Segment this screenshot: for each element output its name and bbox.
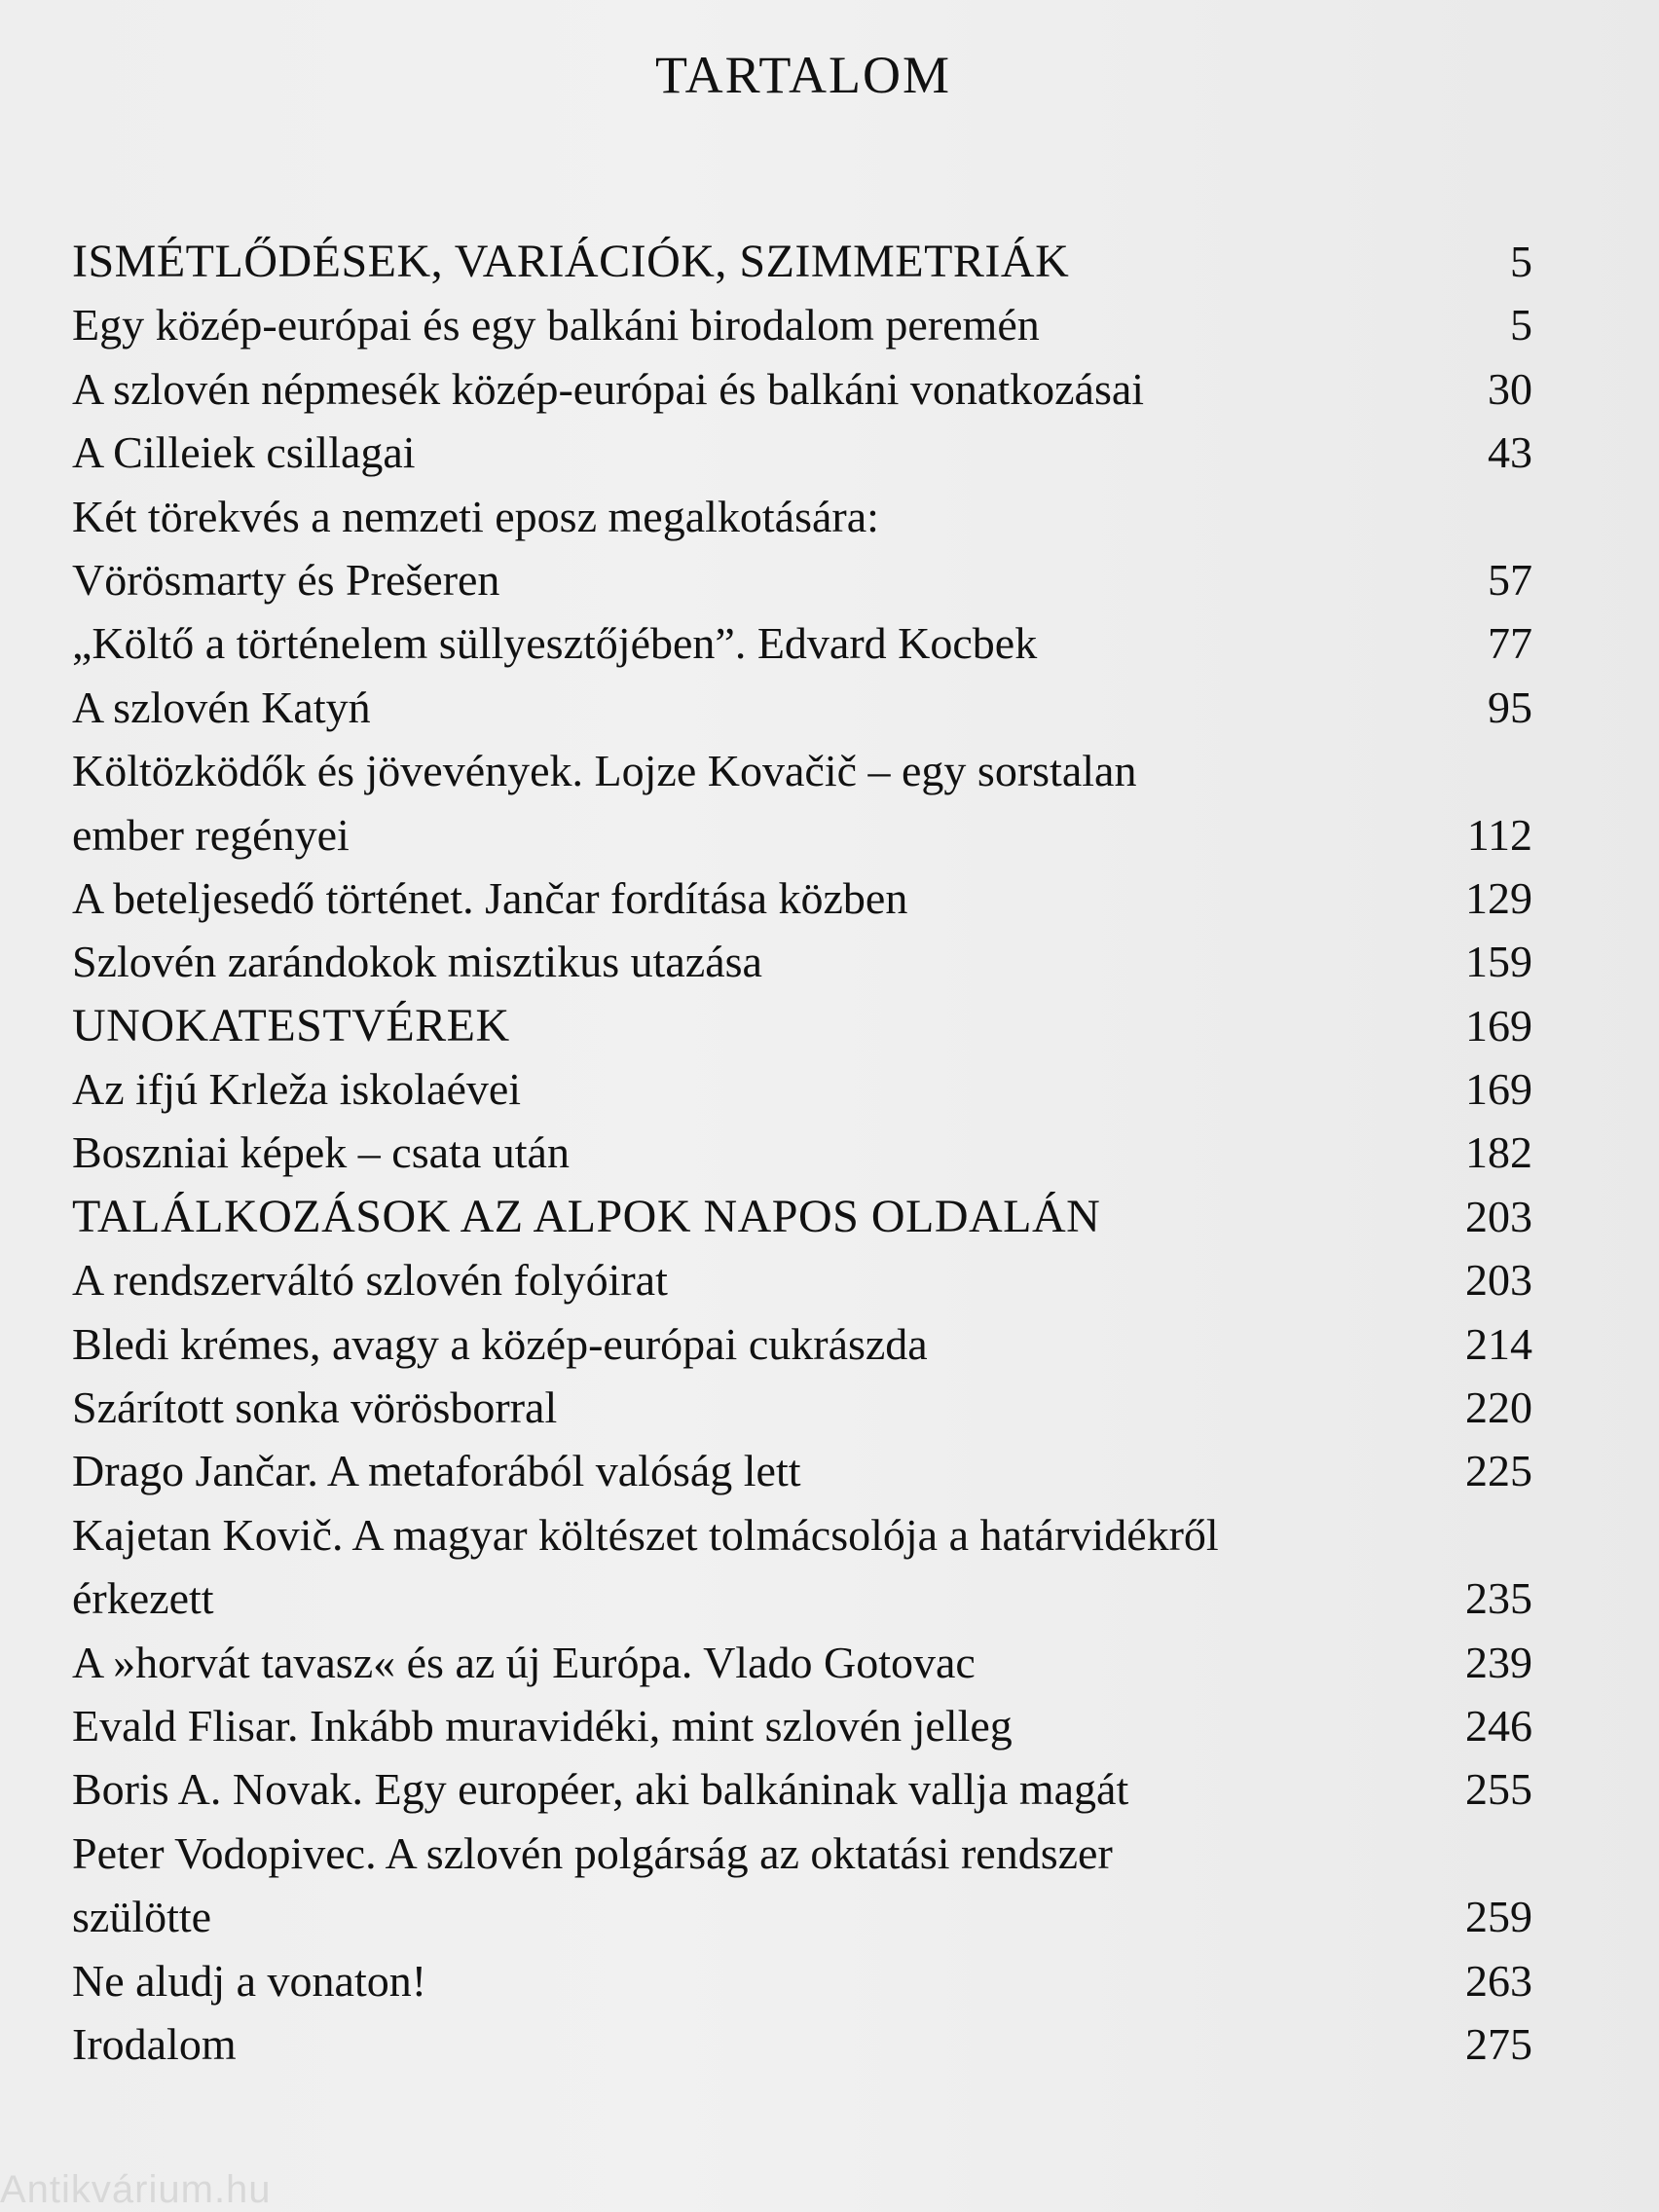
toc-page-number: 246	[1465, 1700, 1532, 1751]
toc-entry-row	[72, 1694, 1532, 1757]
toc-entry-title: Két törekvés a nemzeti eposz megalkotására:	[72, 491, 879, 541]
toc-page-number: 255	[1465, 1764, 1532, 1815]
toc-entry-row	[72, 1121, 1532, 1184]
toc-entry-title: Szlovén zarándokok misztikus utazása	[72, 937, 762, 987]
toc-entry-row	[72, 611, 1532, 675]
toc-entry-row	[72, 803, 1532, 866]
toc-entry-row	[72, 866, 1532, 930]
table-of-contents	[72, 230, 1532, 2076]
toc-page-number: 5	[1510, 237, 1532, 286]
toc-page-number: 263	[1465, 1955, 1532, 2006]
toc-section-row	[72, 230, 1532, 293]
toc-entry-title: Ne aludj a vonaton!	[72, 1955, 427, 2006]
toc-entry-title: UNOKATESTVÉREK	[72, 999, 510, 1051]
toc-page-number: 5	[1510, 300, 1532, 350]
toc-page-number: 112	[1466, 809, 1532, 860]
toc-page-number: 214	[1465, 1318, 1532, 1369]
toc-entry-title: ember regényei	[72, 809, 350, 860]
toc-entry-title: „Költő a történelem süllyesztőjében”. Edvard Kocbek	[72, 618, 1038, 669]
toc-section-row	[72, 994, 1532, 1057]
toc-entry-row	[72, 930, 1532, 993]
toc-entry-title: Szárított sonka vörösborral	[72, 1382, 558, 1433]
toc-entry-row	[72, 548, 1532, 611]
toc-entry-title: Az ifjú Krleža iskolaévei	[72, 1064, 522, 1115]
toc-entry-row	[72, 1248, 1532, 1311]
toc-entry-row	[72, 1376, 1532, 1439]
toc-entry-title: Bledi krémes, avagy a közép-európai cukrászda	[72, 1318, 928, 1369]
toc-page-number: 169	[1465, 1000, 1532, 1051]
toc-entry-title: A rendszerváltó szlovén folyóirat	[72, 1255, 668, 1306]
toc-page-number: 30	[1488, 363, 1532, 414]
toc-entry-title: A Cilleiek csillagai	[72, 427, 416, 478]
toc-entry-row	[72, 1057, 1532, 1121]
toc-entry-title: Boszniai képek – csata után	[72, 1127, 570, 1178]
toc-entry-title: A beteljesedő történet. Jančar fordítása közben	[72, 872, 908, 923]
toc-entry-title: A szlovén Katyń	[72, 682, 371, 732]
toc-entry-row	[72, 293, 1532, 356]
toc-entry-title: Boris A. Novak. Egy européer, aki balkáninak vallja magát	[72, 1764, 1129, 1815]
toc-entry-row	[72, 2012, 1532, 2076]
toc-entry-row	[72, 1439, 1532, 1502]
toc-entry-title: Költözködők és jövevények. Lojze Kovačič – egy sorstalan	[72, 746, 1137, 796]
toc-entry-title: Drago Jančar. A metaforából valóság lett	[72, 1446, 801, 1496]
toc-page-number: 169	[1465, 1064, 1532, 1115]
toc-entry-row	[72, 676, 1532, 739]
toc-entry-title: Egy közép-európai és egy balkáni birodalom peremén	[72, 300, 1040, 350]
toc-entry-title: Irodalom	[72, 2018, 237, 2069]
toc-entry-title: érkezett	[72, 1573, 214, 1624]
toc-page-number: 203	[1465, 1255, 1532, 1306]
toc-entry-title: Vörösmarty és Prešeren	[72, 554, 500, 605]
toc-page-number: 235	[1465, 1573, 1532, 1624]
toc-entry-row	[72, 739, 1532, 802]
toc-page-number: 182	[1465, 1127, 1532, 1178]
toc-page-number: 95	[1488, 682, 1532, 732]
page-title: TARTALOM	[654, 46, 952, 104]
toc-page-number: 77	[1488, 618, 1532, 669]
toc-entry-row	[72, 1757, 1532, 1821]
toc-page-number: 129	[1465, 872, 1532, 923]
toc-page-number: 57	[1488, 554, 1532, 605]
toc-entry-title: szülötte	[72, 1892, 212, 1942]
toc-page-number: 225	[1465, 1446, 1532, 1496]
toc-entry-row	[72, 357, 1532, 421]
toc-entry-title: Evald Flisar. Inkább muravidéki, mint szlovén jelleg	[72, 1700, 1013, 1751]
toc-entry-row	[72, 1885, 1532, 1948]
toc-entry-row	[72, 1312, 1532, 1376]
toc-entry-row	[72, 1503, 1532, 1567]
toc-entry-title: A szlovén népmesék közép-európai és balkáni vonatkozásai	[72, 363, 1145, 414]
toc-page-number: 220	[1465, 1382, 1532, 1433]
toc-entry-title: TALÁLKOZÁSOK AZ ALPOK NAPOS OLDALÁN	[72, 1190, 1101, 1242]
toc-entry-row	[72, 1631, 1532, 1694]
toc-entry-title: Peter Vodopivec. A szlovén polgárság az oktatási rendszer	[72, 1827, 1113, 1878]
toc-entry-row	[72, 1822, 1532, 1885]
toc-entry-row	[72, 421, 1532, 484]
toc-entry-row	[72, 1949, 1532, 2012]
toc-page-number: 43	[1488, 427, 1532, 478]
watermark-text: Antikvárium.hu	[0, 2168, 272, 2211]
toc-entry-title: A »horvát tavasz« és az új Európa. Vlado Gotovac	[72, 1637, 976, 1687]
toc-page-number: 275	[1465, 2018, 1532, 2069]
toc-entry-row	[72, 485, 1532, 548]
toc-entry-title: ISMÉTLŐDÉSEK, VARIÁCIÓK, SZIMMETRIÁK	[72, 236, 1070, 287]
toc-page-number: 259	[1465, 1892, 1532, 1942]
toc-entry-row	[72, 1567, 1532, 1630]
toc-page-number: 159	[1465, 937, 1532, 987]
toc-entry-title: Kajetan Kovič. A magyar költészet tolmácsolója a határvidékről	[72, 1509, 1219, 1560]
toc-page-number: 203	[1465, 1191, 1532, 1241]
toc-page-number: 239	[1465, 1637, 1532, 1687]
toc-section-row	[72, 1185, 1532, 1248]
